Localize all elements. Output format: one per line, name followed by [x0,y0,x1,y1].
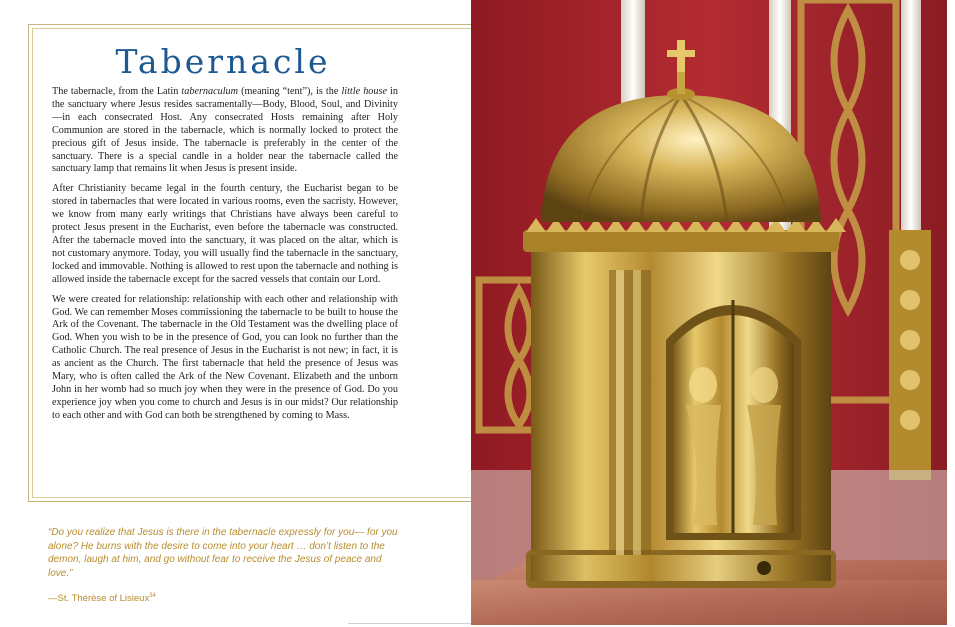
gold-tabernacle-photo [471,0,947,625]
paragraph-3: We were created for relationship: relationship with each other and relationship with God. We can remember Moses commissioning the tabernacle to be built to house the Ark of the Covenant. The tabernacle in the Old Testament was the dwelling place of God. When you wish to be in the presence of God, you can look no further than the Catholic Church. The real presence of Jesus in the Eucharist is not new; in fact, it is as ancient as the Church. The first tabernacle that held the presence of Jesus was Mary, who is often called the Ark of the New Covenant. Elizabeth and the unborn John in her womb had so much joy when they were in the presence of God. Do you experience joy when you come to church and Jesus is in our midst? Our relationship to each other and with God can both be strengthened by coming to Mass. [52,293,398,421]
footnote-marker: 34 [149,593,156,599]
quote-attribution [48,593,156,604]
paragraph-1 [52,86,398,176]
pull-quote: “Do you realize that Jesus is there in the tabernacle expressly for you— for you alone? He burns with the desire to come into your heart … don’t listen to the demon, laugh at him, and go without fear to receive the Jesus of peace and love.” [48,527,398,579]
attribution-text: —St. Thérèse of Lisieux [48,593,150,605]
p1-text-c: in the sanctuary where Jesus resides sacramentally—Body, Blood, Soul, and Divinity—in each consecrated Host. Any consecrated Hosts remaining after Holy Communion are stored in the tabernacle, which is normally locked to protect the precious gift of Jesus inside. The tabernacle is preferably in the center of the sanctuary. There is a special candle in a holder near the tabernacle called the sanctuary lamp that remains lit when Jesus is present inside. [52,86,398,175]
page-title: Tabernacle [115,42,331,81]
latin-term: tabernaculum [181,86,239,97]
little-house-term: little house [341,86,387,97]
paragraph-2: After Christianity became legal in the fourth century, the Eucharist began to be stored in tabernacles that were located in various rooms, even the sacristy. However, we know from many early writings that Christians have always been careful to protect Jesus present in the Eucharist, even before the tabernacle was constructed. After the tabernacle moved into the sanctuary, it was placed on the altar, which is not customary anymore. Today, you will usually find the tabernacle in the sanctuary, locked and immovable. Nothing is allowed to rest upon the tabernacle and nothing is allowed inside the tabernacle except for the sacred vessels that contain our Lord. [52,183,398,285]
p1-text-b: (meaning “tent”), is the [238,86,342,97]
article-body [52,86,398,430]
p1-text-a: The tabernacle, from the Latin [52,86,182,97]
tabernacle-illustration [471,0,947,625]
